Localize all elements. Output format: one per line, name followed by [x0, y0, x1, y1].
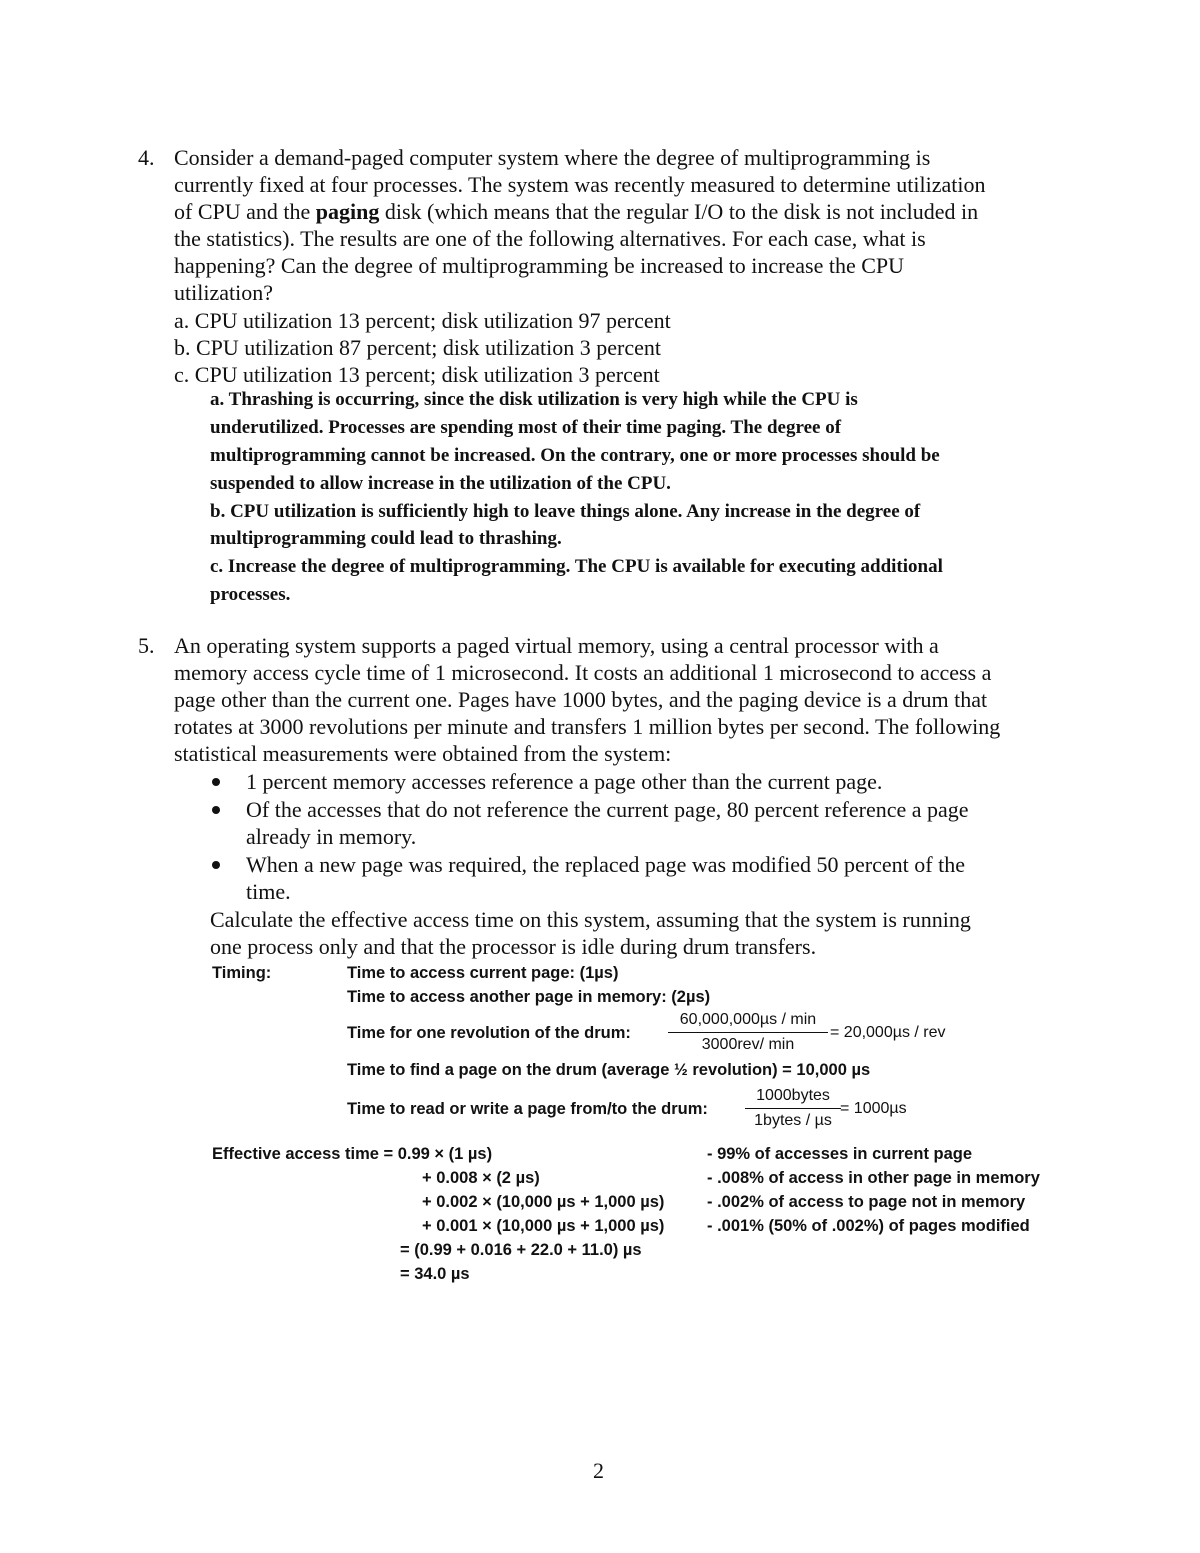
q5-line-4: rotates at 3000 revolutions per minute and transfers 1 million bytes per second. The following	[174, 714, 1001, 739]
q4-option-c: c. CPU utilization 13 percent; disk utilization 3 percent	[174, 362, 660, 387]
effective-term-3: + 0.001 × (10,000 µs + 1,000 µs)	[422, 1217, 665, 1235]
effective-result: = 34.0 µs	[400, 1265, 470, 1283]
timing-revolution-label: Time for one revolution of the drum:	[347, 1024, 631, 1042]
q4-option-b: b. CPU utilization 87 percent; disk utilization 3 percent	[174, 335, 661, 360]
effective-sum: = (0.99 + 0.016 + 22.0 + 11.0) µs	[400, 1241, 642, 1259]
q4-answer-line-2: underutilized. Processes are spending most of their time paging. The degree of	[210, 417, 842, 438]
q4-answer-line-6: multiprogramming could lead to thrashing.	[210, 528, 562, 549]
q4-line-1: Consider a demand-paged computer system where the degree of multiprogramming is	[174, 145, 931, 170]
q5-bullet-3-line-1: When a new page was required, the replaced page was modified 50 percent of the	[246, 852, 965, 877]
q5-calc-prompt-1: Calculate the effective access time on this system, assuming that the system is running	[210, 907, 971, 932]
q4-line-3-bold: paging	[315, 199, 380, 224]
q5-calc-prompt-2: one process only and that the processor is idle during drum transfers.	[210, 934, 817, 959]
q5-line-5: statistical measurements were obtained from the system:	[174, 741, 672, 766]
read-write-fraction	[745, 1086, 841, 1131]
read-write-numerator: 1000bytes	[756, 1087, 830, 1104]
q4-answer-line-5: b. CPU utilization is sufficiently high to leave things alone. Any increase in the degree of	[210, 501, 921, 522]
q5-bullet-3-line-2: time.	[246, 879, 291, 904]
bullet-icon	[212, 778, 220, 786]
effective-term-2: + 0.002 × (10,000 µs + 1,000 µs)	[422, 1193, 665, 1211]
q4-line-3-post: disk (which means that the regular I/O to the disk is not included in	[379, 199, 979, 224]
revolution-result: = 20,000µs / rev	[830, 1024, 946, 1041]
fraction-bar	[668, 1032, 828, 1033]
timing-read-write-label: Time to read or write a page from/to the drum:	[347, 1100, 708, 1118]
q5-bullet-2-line-2: already in memory.	[246, 824, 417, 849]
q4-line-3-pre: of CPU and the	[174, 199, 316, 224]
q5-line-3: page other than the current one. Pages have 1000 bytes, and the paging device is a drum that	[174, 687, 988, 712]
q4-answer-line-4: suspended to allow increase in the utilization of the CPU.	[210, 473, 671, 494]
q4-option-a: a. CPU utilization 13 percent; disk utilization 97 percent	[174, 308, 671, 333]
q4-line-2: currently fixed at four processes. The system was recently measured to determine utilization	[174, 172, 986, 197]
timing-label: Timing:	[212, 964, 272, 982]
timing-find-page: Time to find a page on the drum (average ½ revolution) = 10,000 µs	[347, 1061, 871, 1079]
revolution-numerator: 60,000,000µs / min	[679, 1011, 817, 1028]
q4-answer-line-3: multiprogramming cannot be increased. On the contrary, one or more processes should be	[210, 445, 940, 466]
revolution-denominator: 3000rev/ min	[701, 1036, 795, 1053]
effective-note-4: - .001% (50% of .002%) of pages modified	[707, 1217, 1030, 1235]
timing-current-page: Time to access current page: (1µs)	[347, 964, 619, 982]
q4-answer-line-7: c. Increase the degree of multiprogramming. The CPU is available for executing additional	[210, 556, 943, 577]
effective-note-1: - 99% of accesses in current page	[707, 1145, 973, 1163]
effective-label: Effective access time = 0.99 × (1 µs)	[212, 1145, 493, 1163]
read-write-result: = 1000µs	[840, 1100, 907, 1117]
effective-term-1: + 0.008 × (2 µs)	[422, 1169, 540, 1187]
q4-answer-line-8: processes.	[210, 584, 291, 605]
q5-number: 5.	[138, 633, 155, 658]
q4-line-5: happening? Can the degree of multiprogramming be increased to increase the CPU	[174, 253, 905, 278]
read-write-denominator: 1bytes / µs	[754, 1112, 832, 1129]
revolution-fraction	[668, 1010, 828, 1055]
timing-other-page: Time to access another page in memory: (2µs)	[347, 988, 711, 1006]
q4-line-4: the statistics). The results are one of the following alternatives. For each case, what is	[174, 226, 926, 251]
fraction-bar	[745, 1108, 841, 1109]
q5-bullet-2-line-1: Of the accesses that do not reference the current page, 80 percent reference a page	[246, 797, 969, 822]
effective-note-3: - .002% of access to page not in memory	[707, 1193, 1026, 1211]
q4-answer-line-1: a. Thrashing is occurring, since the disk utilization is very high while the CPU is	[210, 389, 858, 410]
q5-bullet-1: 1 percent memory accesses reference a page other than the current page.	[246, 769, 883, 794]
q5-line-2: memory access cycle time of 1 microsecond. It costs an additional 1 microsecond to access a	[174, 660, 992, 685]
bullet-icon	[212, 806, 220, 814]
q4-line-6: utilization?	[174, 280, 273, 305]
effective-note-2: - .008% of access in other page in memory	[707, 1169, 1040, 1187]
bullet-icon	[212, 861, 220, 869]
q5-line-1: An operating system supports a paged virtual memory, using a central processor with a	[174, 633, 939, 658]
q4-line-3	[174, 198, 978, 225]
q4-number: 4.	[138, 145, 155, 170]
page-number: 2	[593, 1458, 604, 1483]
